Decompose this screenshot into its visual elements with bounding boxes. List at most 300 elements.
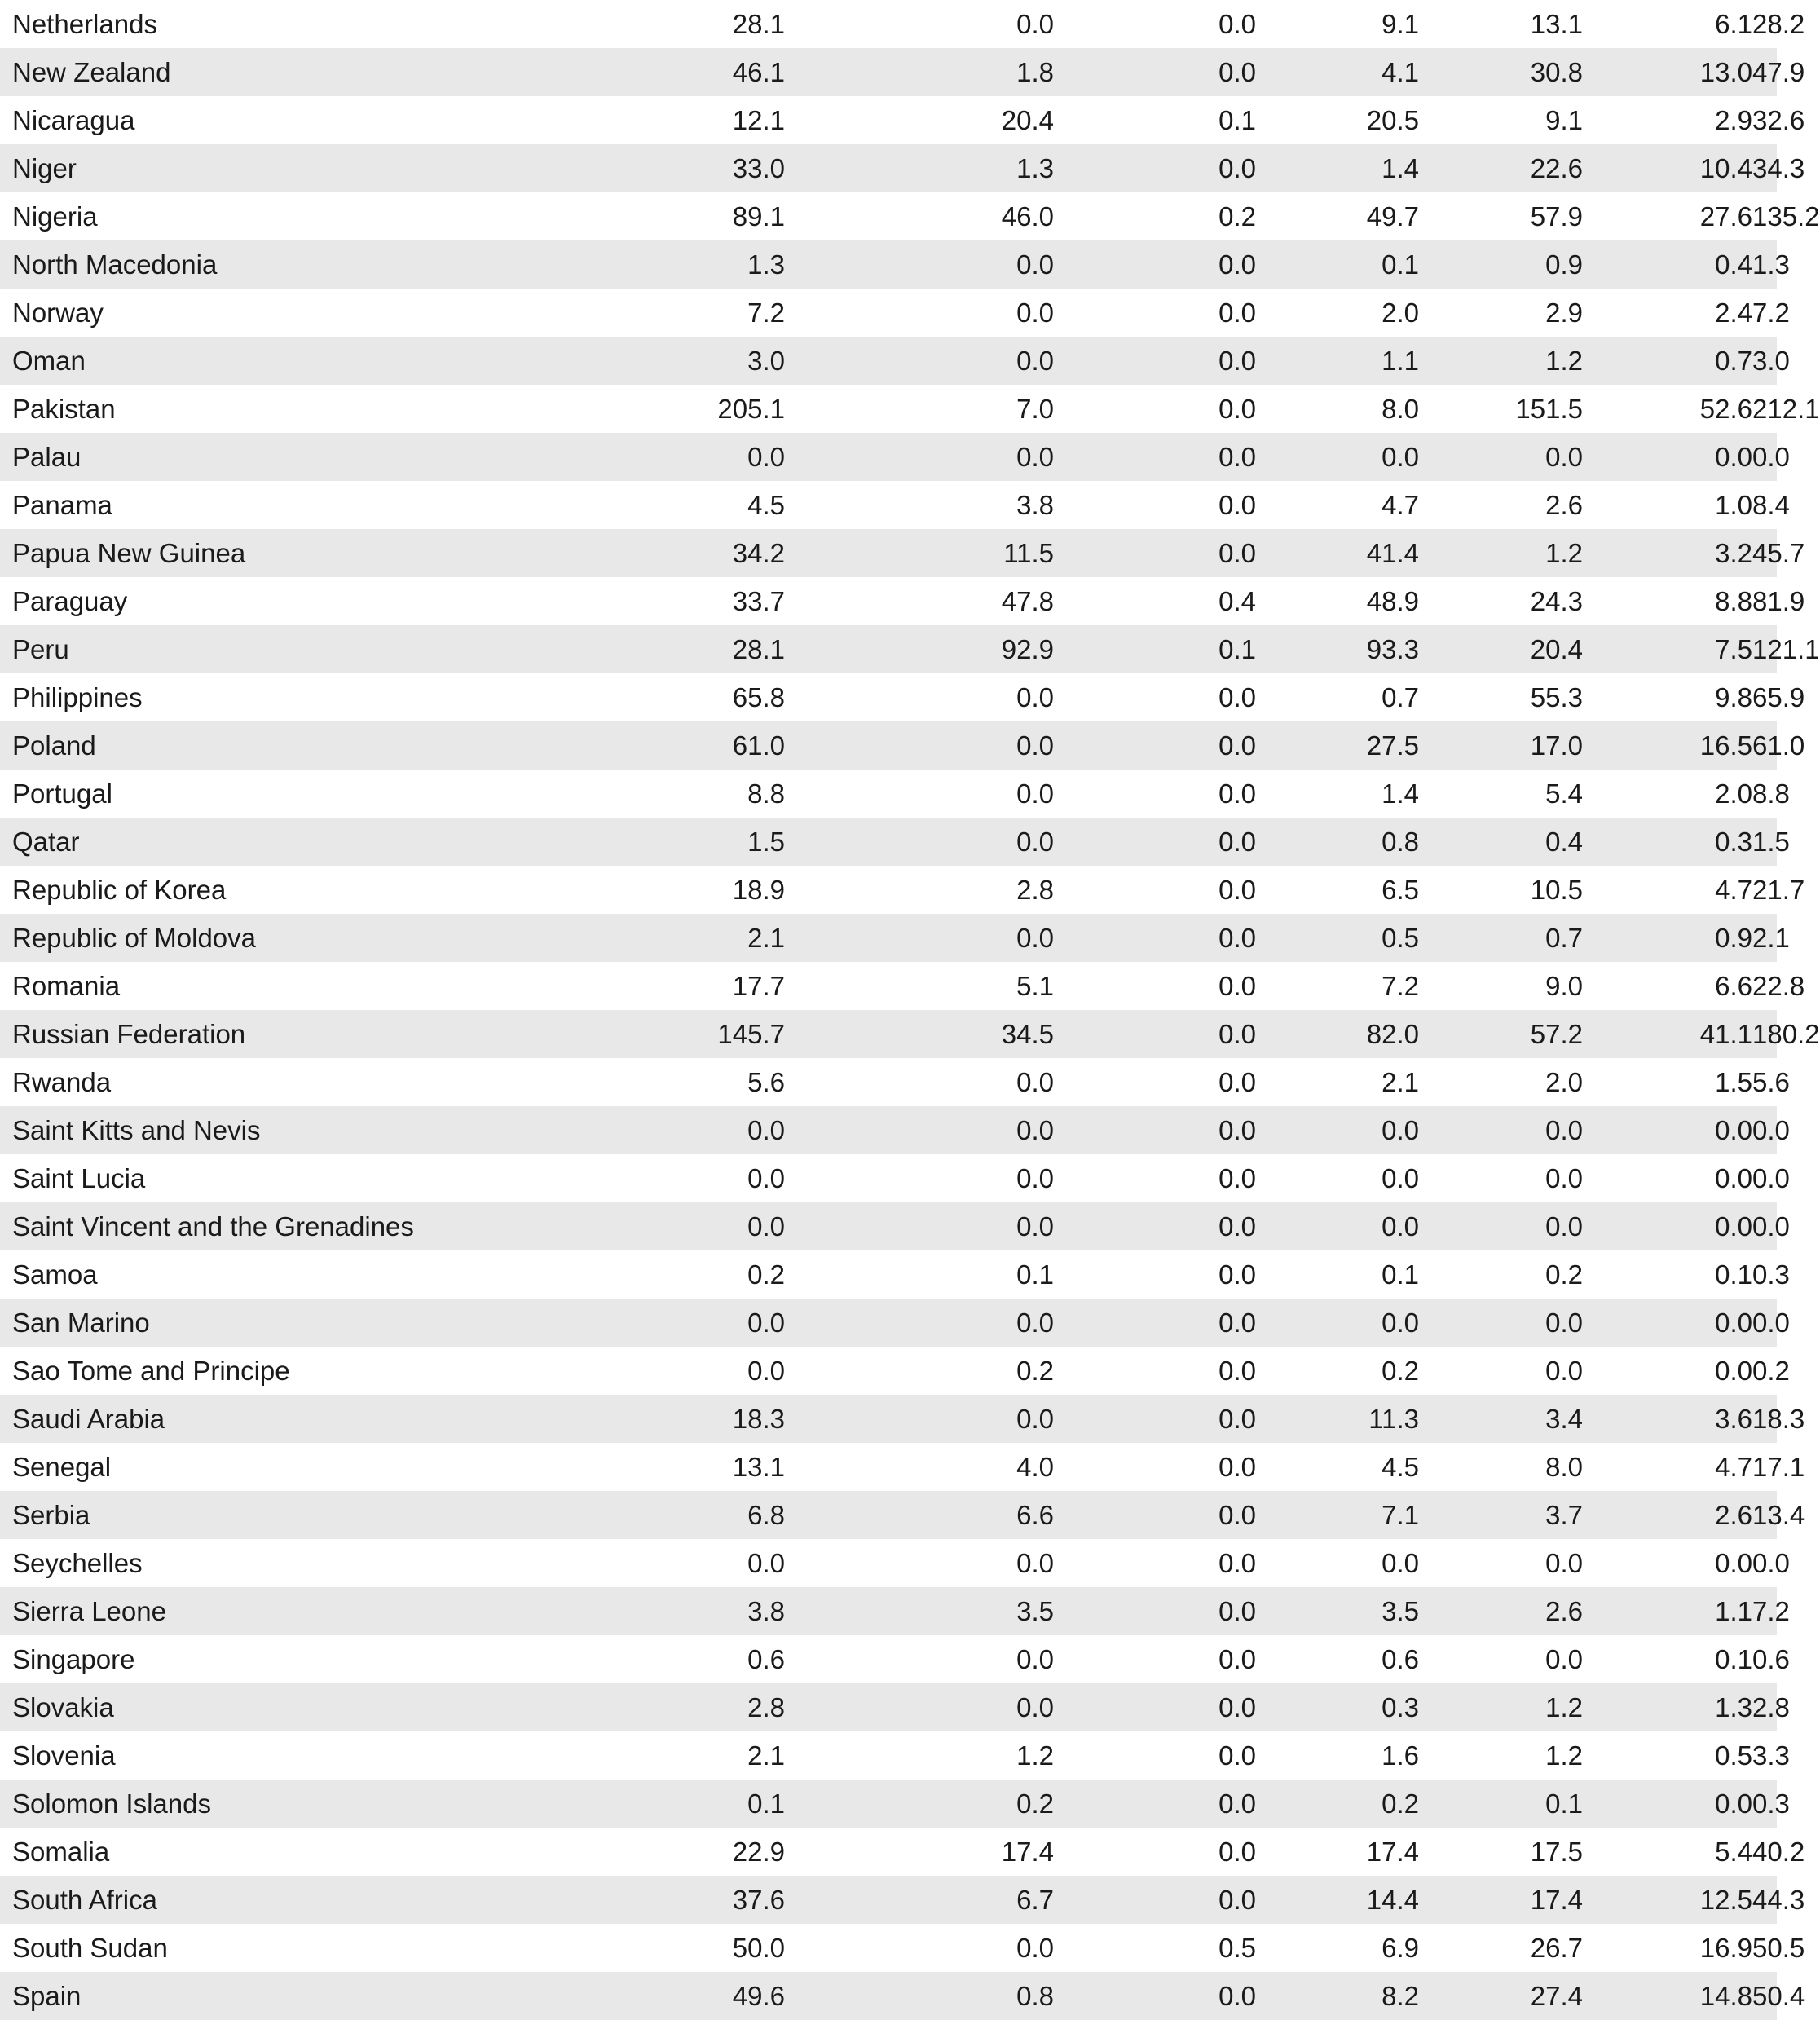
- value-cell: 0.0: [1016, 1933, 1054, 1963]
- value-cell: 1.5: [747, 827, 785, 857]
- value-cell: 0.1: [1382, 1259, 1419, 1290]
- value-cell: 8.0: [1382, 394, 1419, 424]
- value-cell: 2.9: [1545, 298, 1583, 328]
- country-name-cell: Saint Kitts and Nevis: [12, 1115, 261, 1145]
- value-cell: 0.0: [1218, 153, 1256, 183]
- value-cell: 13.1: [732, 1452, 785, 1482]
- value-cell: 0.1: [1545, 1788, 1583, 1819]
- value-cell: 1.3: [1715, 1692, 1752, 1722]
- spacer-cell: [456, 1924, 535, 1972]
- value-cell: 44.3: [1752, 1885, 1805, 1915]
- value-cell: 0.0: [1218, 1115, 1256, 1145]
- table-row: [0, 0, 1777, 48]
- value-cell: 4.7: [1715, 875, 1752, 905]
- spacer-cell: [456, 1010, 535, 1058]
- value-cell: 3.7: [1545, 1500, 1583, 1530]
- table-row: [0, 1683, 1777, 1731]
- value-cell: 92.9: [1001, 634, 1054, 664]
- value-cell: 9.1: [1545, 105, 1583, 135]
- country-name-cell: Singapore: [12, 1644, 135, 1674]
- value-cell: 0.0: [1218, 1019, 1256, 1049]
- value-cell: 8.4: [1752, 490, 1790, 520]
- value-cell: 7.2: [1382, 971, 1419, 1001]
- spacer-cell: [456, 96, 535, 144]
- value-cell: 0.0: [1016, 298, 1054, 328]
- value-cell: 0.4: [1545, 827, 1583, 857]
- country-name-cell: Saint Vincent and the Grenadines: [12, 1211, 414, 1242]
- value-cell: 0.0: [1016, 1163, 1054, 1193]
- table-row: [0, 1876, 1777, 1924]
- value-cell: 0.0: [1016, 1404, 1054, 1434]
- value-cell: 1.5: [1715, 1067, 1752, 1097]
- value-cell: 2.0: [1382, 298, 1419, 328]
- value-cell: 0.0: [1016, 249, 1054, 280]
- value-cell: 3.0: [1752, 346, 1790, 376]
- value-cell: 22.8: [1752, 971, 1805, 1001]
- value-cell: 18.3: [1752, 1404, 1805, 1434]
- spacer-cell: [456, 144, 535, 192]
- spacer-cell: [456, 192, 535, 240]
- value-cell: 0.0: [1218, 346, 1256, 376]
- table-row: [0, 96, 1777, 144]
- spacer-cell: [456, 1780, 535, 1828]
- value-cell: 6.8: [747, 1500, 785, 1530]
- value-cell: 14.8: [1699, 1981, 1752, 2011]
- value-cell: 0.0: [1218, 1788, 1256, 1819]
- value-cell: 0.0: [1218, 923, 1256, 953]
- value-cell: 0.0: [1218, 1259, 1256, 1290]
- value-cell: 0.0: [1752, 1211, 1790, 1242]
- table-row: [0, 673, 1777, 721]
- value-cell: 0.0: [1016, 730, 1054, 761]
- value-cell: 9.8: [1715, 682, 1752, 712]
- value-cell: 50.5: [1752, 1933, 1805, 1963]
- value-cell: 4.5: [1382, 1452, 1419, 1482]
- spacer-cell: [456, 529, 535, 577]
- value-cell: 0.0: [747, 1548, 785, 1578]
- value-cell: 28.1: [732, 634, 785, 664]
- value-cell: 0.1: [1016, 1259, 1054, 1290]
- value-cell: 0.0: [1016, 442, 1054, 472]
- value-cell: 0.0: [1016, 1067, 1054, 1097]
- value-cell: 24.3: [1530, 586, 1583, 616]
- value-cell: 34.3: [1752, 153, 1805, 183]
- table-row: [0, 289, 1777, 337]
- table-row: [0, 1491, 1777, 1539]
- value-cell: 16.9: [1699, 1933, 1752, 1963]
- spacer-cell: [456, 48, 535, 96]
- table-row: [0, 1539, 1777, 1587]
- value-cell: 0.0: [1545, 1548, 1583, 1578]
- value-cell: 3.8: [1016, 490, 1054, 520]
- value-cell: 0.2: [1218, 201, 1256, 232]
- table-row: [0, 1924, 1777, 1972]
- spacer-cell: [456, 962, 535, 1010]
- value-cell: 49.7: [1366, 201, 1419, 232]
- value-cell: 0.0: [1218, 1596, 1256, 1626]
- value-cell: 8.8: [747, 778, 785, 809]
- spacer-cell: [456, 1635, 535, 1683]
- value-cell: 0.0: [1715, 1163, 1752, 1193]
- country-name-cell: Saudi Arabia: [12, 1404, 165, 1434]
- value-cell: 0.0: [1218, 1885, 1256, 1915]
- value-cell: 27.5: [1366, 730, 1419, 761]
- spacer-cell: [456, 577, 535, 625]
- value-cell: 6.9: [1382, 1933, 1419, 1963]
- country-name-cell: Slovenia: [12, 1740, 116, 1771]
- spacer-cell: [456, 770, 535, 818]
- value-cell: 1.4: [1382, 778, 1419, 809]
- value-cell: 0.0: [1016, 1115, 1054, 1145]
- value-cell: 7.0: [1016, 394, 1054, 424]
- value-cell: 0.0: [1752, 1548, 1790, 1578]
- value-cell: 1.2: [1545, 538, 1583, 568]
- value-cell: 34.2: [732, 538, 785, 568]
- value-cell: 21.7: [1752, 875, 1805, 905]
- value-cell: 0.0: [1545, 1211, 1583, 1242]
- value-cell: 0.0: [1218, 1404, 1256, 1434]
- value-cell: 20.5: [1366, 105, 1419, 135]
- value-cell: 0.0: [1715, 1356, 1752, 1386]
- value-cell: 61.0: [732, 730, 785, 761]
- country-name-cell: North Macedonia: [12, 249, 218, 280]
- value-cell: 0.9: [1545, 249, 1583, 280]
- value-cell: 7.5: [1715, 634, 1752, 664]
- value-cell: 5.1: [1016, 971, 1054, 1001]
- value-cell: 6.6: [1715, 971, 1752, 1001]
- value-cell: 6.6: [1016, 1500, 1054, 1530]
- country-name-cell: Papua New Guinea: [12, 538, 246, 568]
- value-cell: 0.0: [1382, 1115, 1419, 1145]
- value-cell: 65.9: [1752, 682, 1805, 712]
- country-name-cell: New Zealand: [12, 57, 171, 87]
- value-cell: 0.0: [1752, 1115, 1790, 1145]
- spacer-cell: [456, 1106, 535, 1154]
- spacer-cell: [456, 1731, 535, 1780]
- country-name-cell: Paraguay: [12, 586, 128, 616]
- country-name-cell: Nigeria: [12, 201, 98, 232]
- country-name-cell: Slovakia: [12, 1692, 114, 1722]
- country-name-cell: Niger: [12, 153, 77, 183]
- country-name-cell: Saint Lucia: [12, 1163, 146, 1193]
- value-cell: 0.0: [1016, 1644, 1054, 1674]
- value-cell: 0.6: [1382, 1644, 1419, 1674]
- table-row: [0, 144, 1777, 192]
- value-cell: 0.0: [1016, 778, 1054, 809]
- value-cell: 0.0: [1218, 1548, 1256, 1578]
- value-cell: 0.6: [747, 1644, 785, 1674]
- value-cell: 9.0: [1545, 971, 1583, 1001]
- value-cell: 10.5: [1530, 875, 1583, 905]
- value-cell: 0.4: [1715, 249, 1752, 280]
- value-cell: 0.7: [1545, 923, 1583, 953]
- country-name-cell: Qatar: [12, 827, 80, 857]
- value-cell: 0.0: [1545, 1356, 1583, 1386]
- value-cell: 2.6: [1545, 1596, 1583, 1626]
- value-cell: 0.2: [1752, 1356, 1790, 1386]
- value-cell: 7.2: [1752, 298, 1790, 328]
- country-name-cell: Netherlands: [12, 9, 157, 39]
- value-cell: 0.0: [1218, 394, 1256, 424]
- table-row: [0, 721, 1777, 770]
- value-cell: 81.9: [1752, 586, 1805, 616]
- country-name-cell: South Africa: [12, 1885, 157, 1915]
- value-cell: 6.5: [1382, 875, 1419, 905]
- value-cell: 0.3: [1382, 1692, 1419, 1722]
- spacer-cell: [456, 1299, 535, 1347]
- country-name-cell: Spain: [12, 1981, 82, 2011]
- value-cell: 3.5: [1016, 1596, 1054, 1626]
- value-cell: 0.1: [1715, 1644, 1752, 1674]
- table-row: [0, 1443, 1777, 1491]
- value-cell: 0.0: [1218, 538, 1256, 568]
- value-cell: 0.0: [1016, 346, 1054, 376]
- value-cell: 0.0: [1218, 682, 1256, 712]
- value-cell: 4.7: [1382, 490, 1419, 520]
- value-cell: 13.1: [1530, 9, 1583, 39]
- spacer-cell: [456, 625, 535, 673]
- value-cell: 0.0: [1218, 1067, 1256, 1097]
- value-cell: 0.0: [1218, 1211, 1256, 1242]
- value-cell: 2.1: [747, 1740, 785, 1771]
- value-cell: 82.0: [1366, 1019, 1419, 1049]
- value-cell: 1.3: [1752, 249, 1790, 280]
- country-name-cell: South Sudan: [12, 1933, 168, 1963]
- value-cell: 0.1: [1382, 249, 1419, 280]
- value-cell: 33.7: [732, 586, 785, 616]
- spacer-cell: [456, 240, 535, 289]
- value-cell: 135.2: [1752, 201, 1820, 232]
- value-cell: 0.8: [1382, 827, 1419, 857]
- value-cell: 26.7: [1530, 1933, 1583, 1963]
- value-cell: 17.7: [732, 971, 785, 1001]
- value-cell: 57.9: [1530, 201, 1583, 232]
- spacer-cell: [456, 1972, 535, 2020]
- value-cell: 180.2: [1752, 1019, 1820, 1049]
- country-name-cell: Russian Federation: [12, 1019, 246, 1049]
- value-cell: 1.4: [1382, 153, 1419, 183]
- value-cell: 50.0: [732, 1933, 785, 1963]
- value-cell: 4.7: [1715, 1452, 1752, 1482]
- country-name-cell: Peru: [12, 634, 69, 664]
- spacer-cell: [456, 1058, 535, 1106]
- spacer-cell: [456, 1395, 535, 1443]
- table-row: [0, 192, 1777, 240]
- value-cell: 2.1: [747, 923, 785, 953]
- value-cell: 0.0: [1218, 730, 1256, 761]
- value-cell: 17.4: [1366, 1837, 1419, 1867]
- value-cell: 0.0: [1752, 442, 1790, 472]
- value-cell: 16.5: [1699, 730, 1752, 761]
- value-cell: 0.0: [1218, 1356, 1256, 1386]
- table-row: [0, 1299, 1777, 1347]
- value-cell: 0.0: [1218, 249, 1256, 280]
- value-cell: 1.2: [1545, 1692, 1583, 1722]
- spacer-cell: [456, 866, 535, 914]
- value-cell: 17.0: [1530, 730, 1583, 761]
- value-cell: 0.0: [1218, 827, 1256, 857]
- value-cell: 7.2: [747, 298, 785, 328]
- value-cell: 40.2: [1752, 1837, 1805, 1867]
- country-name-cell: Portugal: [12, 778, 112, 809]
- value-cell: 1.3: [747, 249, 785, 280]
- value-cell: 0.0: [1016, 1692, 1054, 1722]
- value-cell: 0.2: [1545, 1259, 1583, 1290]
- country-name-cell: Republic of Korea: [12, 875, 227, 905]
- value-cell: 27.4: [1530, 1981, 1583, 2011]
- value-cell: 48.9: [1366, 586, 1419, 616]
- value-cell: 0.0: [1545, 1115, 1583, 1145]
- value-cell: 89.1: [732, 201, 785, 232]
- value-cell: 0.0: [1016, 682, 1054, 712]
- value-cell: 5.6: [747, 1067, 785, 1097]
- value-cell: 3.3: [1752, 1740, 1790, 1771]
- value-cell: 22.9: [732, 1837, 785, 1867]
- value-cell: 17.4: [1530, 1885, 1583, 1915]
- table-row: [0, 1154, 1777, 1202]
- value-cell: 0.0: [1752, 1308, 1790, 1338]
- table-row: [0, 1010, 1777, 1058]
- value-cell: 0.0: [747, 1308, 785, 1338]
- value-cell: 0.4: [1218, 586, 1256, 616]
- value-cell: 2.8: [747, 1692, 785, 1722]
- value-cell: 0.0: [1545, 1644, 1583, 1674]
- value-cell: 0.1: [747, 1788, 785, 1819]
- value-cell: 0.0: [1218, 1163, 1256, 1193]
- value-cell: 14.4: [1366, 1885, 1419, 1915]
- value-cell: 0.3: [1752, 1788, 1790, 1819]
- value-cell: 13.0: [1699, 57, 1752, 87]
- value-cell: 0.0: [1382, 1548, 1419, 1578]
- spacer-cell: [456, 721, 535, 770]
- value-cell: 33.0: [732, 153, 785, 183]
- country-name-cell: Romania: [12, 971, 121, 1001]
- value-cell: 0.0: [1016, 9, 1054, 39]
- table-row: [0, 1347, 1777, 1395]
- value-cell: 8.2: [1382, 1981, 1419, 2011]
- value-cell: 0.0: [1382, 1308, 1419, 1338]
- value-cell: 1.5: [1752, 827, 1790, 857]
- spacer-cell: [456, 385, 535, 433]
- value-cell: 0.0: [1715, 1115, 1752, 1145]
- value-cell: 1.8: [1016, 57, 1054, 87]
- value-cell: 0.2: [1016, 1788, 1054, 1819]
- value-cell: 7.2: [1752, 1596, 1790, 1626]
- value-cell: 2.9: [1715, 105, 1752, 135]
- value-cell: 0.7: [1715, 346, 1752, 376]
- value-cell: 46.0: [1001, 201, 1054, 232]
- value-cell: 4.5: [747, 490, 785, 520]
- value-cell: 0.5: [1715, 1740, 1752, 1771]
- table-row: [0, 1828, 1777, 1876]
- value-cell: 8.0: [1545, 1452, 1583, 1482]
- spacer-cell: [456, 481, 535, 529]
- country-name-cell: Philippines: [12, 682, 143, 712]
- spacer-cell: [456, 289, 535, 337]
- country-name-cell: Somalia: [12, 1837, 110, 1867]
- value-cell: 45.7: [1752, 538, 1805, 568]
- spacer-cell: [456, 433, 535, 481]
- value-cell: 145.7: [717, 1019, 785, 1049]
- value-cell: 3.0: [747, 346, 785, 376]
- value-cell: 121.1: [1752, 634, 1820, 664]
- value-cell: 17.5: [1530, 1837, 1583, 1867]
- value-cell: 0.3: [1715, 827, 1752, 857]
- value-cell: 0.0: [1545, 1308, 1583, 1338]
- value-cell: 11.5: [1003, 538, 1054, 568]
- value-cell: 46.1: [732, 57, 785, 87]
- value-cell: 13.4: [1752, 1500, 1805, 1530]
- value-cell: 18.9: [732, 875, 785, 905]
- value-cell: 0.1: [1715, 1259, 1752, 1290]
- table-row: [0, 385, 1777, 433]
- value-cell: 65.8: [732, 682, 785, 712]
- value-cell: 32.6: [1752, 105, 1805, 135]
- value-cell: 2.6: [1545, 490, 1583, 520]
- value-cell: 41.4: [1366, 538, 1419, 568]
- country-name-cell: Rwanda: [12, 1067, 112, 1097]
- country-name-cell: Serbia: [12, 1500, 90, 1530]
- value-cell: 12.1: [732, 105, 785, 135]
- value-cell: 0.0: [1545, 442, 1583, 472]
- spacer-cell: [456, 1539, 535, 1587]
- spacer-cell: [456, 1828, 535, 1876]
- value-cell: 8.8: [1752, 778, 1790, 809]
- spacer-cell: [456, 337, 535, 385]
- country-name-cell: Sierra Leone: [12, 1596, 166, 1626]
- value-cell: 4.0: [1016, 1452, 1054, 1482]
- value-cell: 0.0: [1218, 1308, 1256, 1338]
- value-cell: 2.1: [1382, 1067, 1419, 1097]
- country-name-cell: Sao Tome and Principe: [12, 1356, 290, 1386]
- table-row: [0, 337, 1777, 385]
- country-name-cell: Oman: [12, 346, 86, 376]
- value-cell: 0.0: [1218, 1740, 1256, 1771]
- country-name-cell: Samoa: [12, 1259, 98, 1290]
- table-row: [0, 1106, 1777, 1154]
- value-cell: 0.0: [1218, 1692, 1256, 1722]
- value-cell: 0.0: [1382, 442, 1419, 472]
- value-cell: 57.2: [1530, 1019, 1583, 1049]
- value-cell: 55.3: [1530, 682, 1583, 712]
- value-cell: 30.8: [1530, 57, 1583, 87]
- value-cell: 0.0: [1218, 1644, 1256, 1674]
- spacer-cell: [456, 1683, 535, 1731]
- table-row: [0, 1202, 1777, 1250]
- value-cell: 1.0: [1715, 490, 1752, 520]
- value-cell: 205.1: [717, 394, 785, 424]
- value-cell: 9.1: [1382, 9, 1419, 39]
- table-row: [0, 866, 1777, 914]
- value-cell: 0.0: [747, 1163, 785, 1193]
- value-cell: 27.6: [1699, 201, 1752, 232]
- spacer-cell: [456, 1347, 535, 1395]
- table-row: [0, 625, 1777, 673]
- value-cell: 1.2: [1545, 346, 1583, 376]
- value-cell: 151.5: [1515, 394, 1583, 424]
- table-row: [0, 1587, 1777, 1635]
- value-cell: 20.4: [1530, 634, 1583, 664]
- value-cell: 0.0: [1218, 298, 1256, 328]
- value-cell: 7.1: [1382, 1500, 1419, 1530]
- value-cell: 2.8: [1752, 1692, 1790, 1722]
- country-name-cell: Solomon Islands: [12, 1788, 211, 1819]
- value-cell: 0.6: [1752, 1644, 1790, 1674]
- value-cell: 17.1: [1752, 1452, 1805, 1482]
- value-cell: 0.8: [1016, 1981, 1054, 2011]
- value-cell: 0.0: [1715, 442, 1752, 472]
- value-cell: 0.0: [1715, 1548, 1752, 1578]
